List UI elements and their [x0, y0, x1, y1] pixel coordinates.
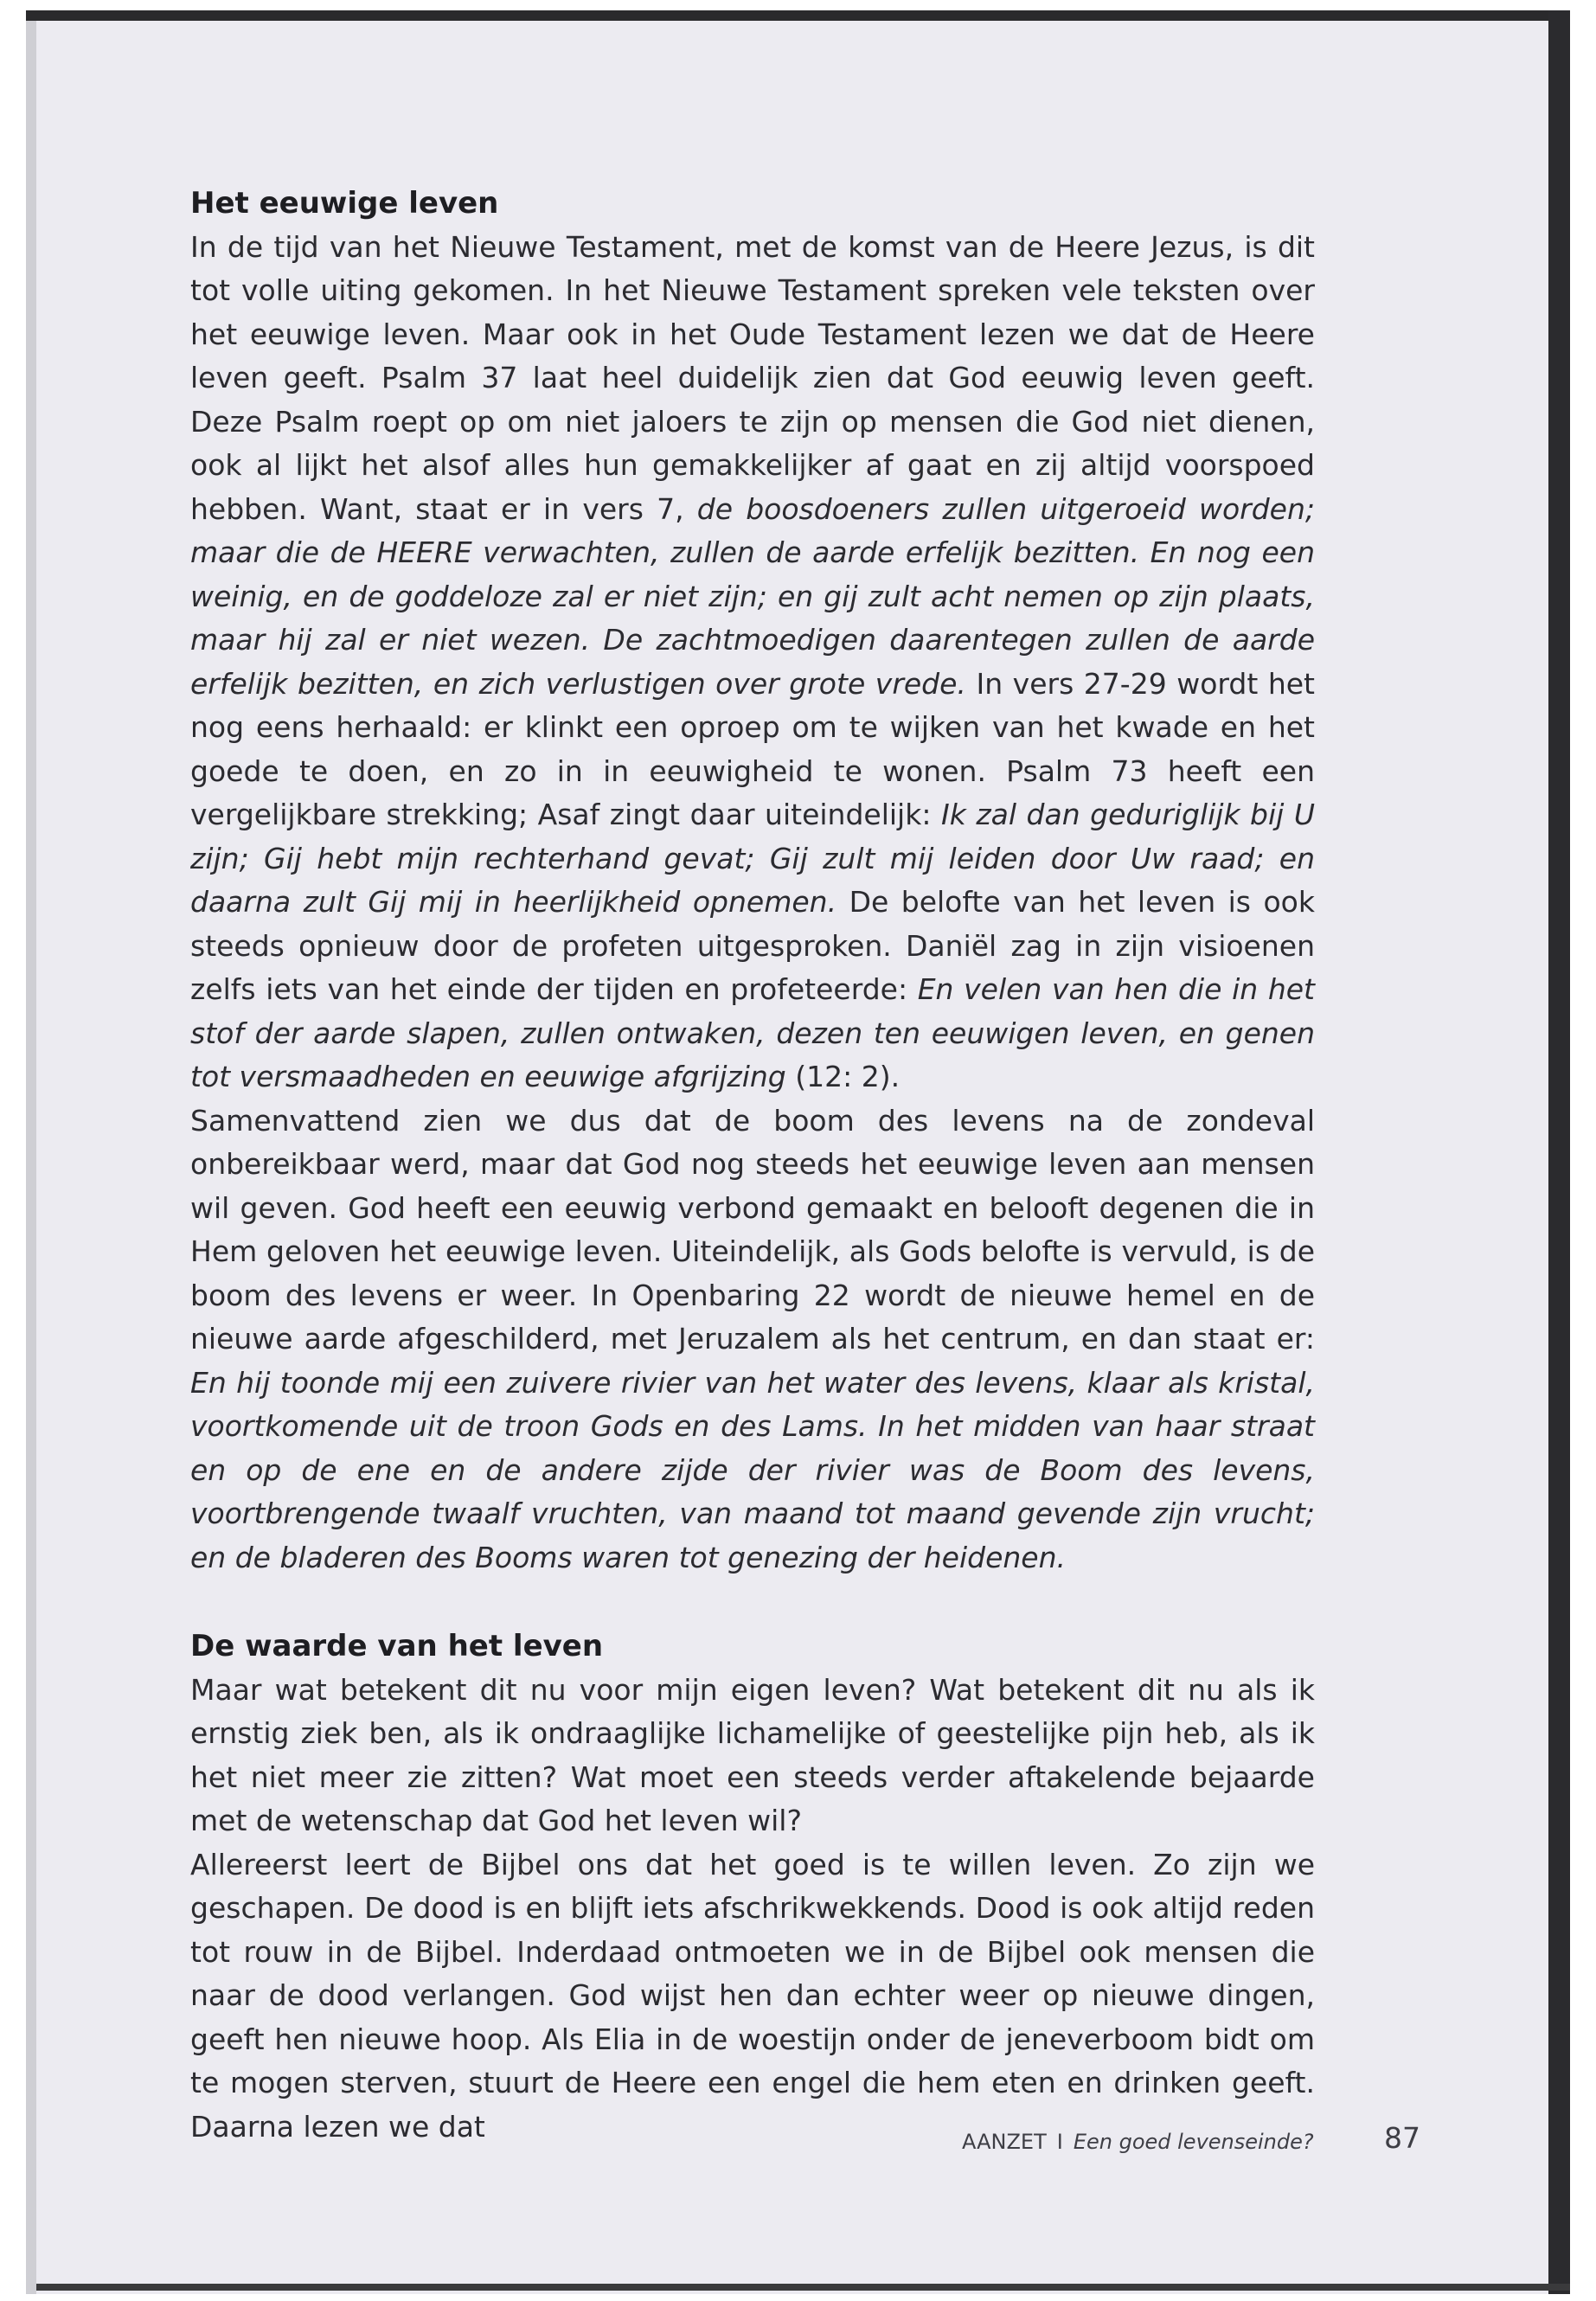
- paragraph-value-of-life-1: Maar wat betekent dit nu voor mijn eigen leven? Wat betekent dit nu als ik ernstig ziek ben, als ik ondraaglijke lichamelijke of geestelijke pijn heb, als ik het niet meer zie zitten? Wat moet een steeds verder aftakelende bejaarde met de wetenschap dat God het leven wil?: [190, 1672, 1315, 1837]
- scripture-quote: de boosdoeners zullen uitgeroeid worden; maar die de HEERE verwachten, zullen de aarde erfelijk bezitten. En nog een weinig, en de goddeloze zal er niet zijn; en gij zult acht nemen op zijn plaats, maar hij zal er niet wezen. De zachtmoedigen daarentegen zullen de aarde erfelijk bezitten, en zich verlustigen over grote vrede.: [190, 491, 1315, 701]
- text-run: In vers 27-29 wordt het nog eens herhaald: er klinkt een oproep om te wijken van het kwade en het goede te doen, en zo in in eeuwigheid te wonen. Psalm 73 heeft een vergelijkbare strekking; Asaf zingt daar uiteindelijk:: [190, 666, 1315, 831]
- running-footer: [962, 2130, 1314, 2154]
- page-edge-top: [26, 10, 1570, 21]
- page-number: 87: [1384, 2121, 1420, 2155]
- scripture-quote: En hij toonde mij een zuivere rivier van het water des levens, klaar als kristal, voortkomende uit de troon Gods en des Lams. In het midden van haar straat en op de ene en de andere zijde der rivier was de Boom des levens, voortbrengende twaalf vruchten, van maand tot maand gevende zijn vrucht; en de bladeren des Booms waren tot genezing der heidenen.: [190, 1365, 1315, 1574]
- page-edge-left: [26, 10, 36, 2294]
- paragraph-eternal-life-2: [190, 1099, 1315, 1580]
- text-run: (12: 2).: [785, 1060, 901, 1093]
- section-heading-eternal-life: Het eeuwige leven: [190, 186, 499, 221]
- scripture-quote: Ik zal dan geduriglijk bij U zijn; Gij hebt mijn rechterhand gevat; Gij zult mij leiden door Uw raad; en daarna zult Gij mij in heerlijkheid opnemen.: [190, 798, 1316, 919]
- footer-title: Een goed levenseinde?: [1073, 2130, 1314, 2154]
- page-edge-right: [1548, 10, 1570, 2294]
- text-run: De belofte van het leven is ook steeds opnieuw door de profeten uitgesproken. Daniël zag in zijn visioenen zelfs iets van het einde der tijden en profeteerde:: [190, 885, 1315, 1006]
- page-content: [190, 182, 1315, 2149]
- page-edge-bottom: [36, 2284, 1570, 2291]
- section-heading-value-of-life: De waarde van het leven: [190, 1629, 604, 1663]
- footer-series: AANZET: [962, 2130, 1047, 2154]
- text-run: In de tijd van het Nieuwe Testament, met de komst van de Heere Jezus, is dit tot volle uiting gekomen. In het Nieuwe Testament spreken vele teksten over het eeuwige leven. Maar ook in het Oude Testament lezen we dat de Heere leven geeft. Psalm 37 laat heel duidelijk zien dat God eeuwig leven geeft. Deze Psalm roept op om niet jaloers te zijn op mensen die God niet dienen, ook al lijkt het alsof alles hun gemakkelijker af gaat en zij altijd voorspoed hebben. Want, staat er in vers 7,: [190, 229, 1315, 526]
- paragraph-value-of-life-2: Allereerst leert de Bijbel ons dat het goed is te willen leven. Zo zijn we geschapen. De dood is en blijft iets afschrikwekkends. Dood is ook altijd reden tot rouw in de Bijbel. Inderdaad ontmoeten we in de Bijbel ook mensen die naar de dood verlangen. God wijst hen dan echter weer op nieuwe dingen, geeft hen nieuwe hoop. Als Elia in de woestijn onder de jeneverboom bidt om te mogen sterven, stuurt de Heere een engel die hem eten en drinken geeft. Daarna lezen we dat: [190, 1847, 1315, 2144]
- paragraph-eternal-life-1: [190, 226, 1315, 1099]
- text-run: Samenvattend zien we dus dat de boom des levens na de zondeval onbereikbaar werd, maar dat God nog steeds het eeuwige leven aan mensen wil geven. God heeft een eeuwig verbond gemaakt en belooft degenen die in Hem geloven het eeuwige leven. Uiteindelijk, als Gods belofte is vervuld, is de boom des levens er weer. In Openbaring 22 wordt de nieuwe hemel en de nieuwe aarde afgeschilderd, met Jeruzalem als het centrum, en dan staat er:: [190, 1103, 1315, 1356]
- scripture-quote: En velen van hen die in het stof der aarde slapen, zullen ontwaken, dezen ten eeuwigen leven, en genen tot versmaadheden en eeuwige afgrijzing: [190, 972, 1315, 1093]
- footer-separator: I: [1056, 2130, 1063, 2154]
